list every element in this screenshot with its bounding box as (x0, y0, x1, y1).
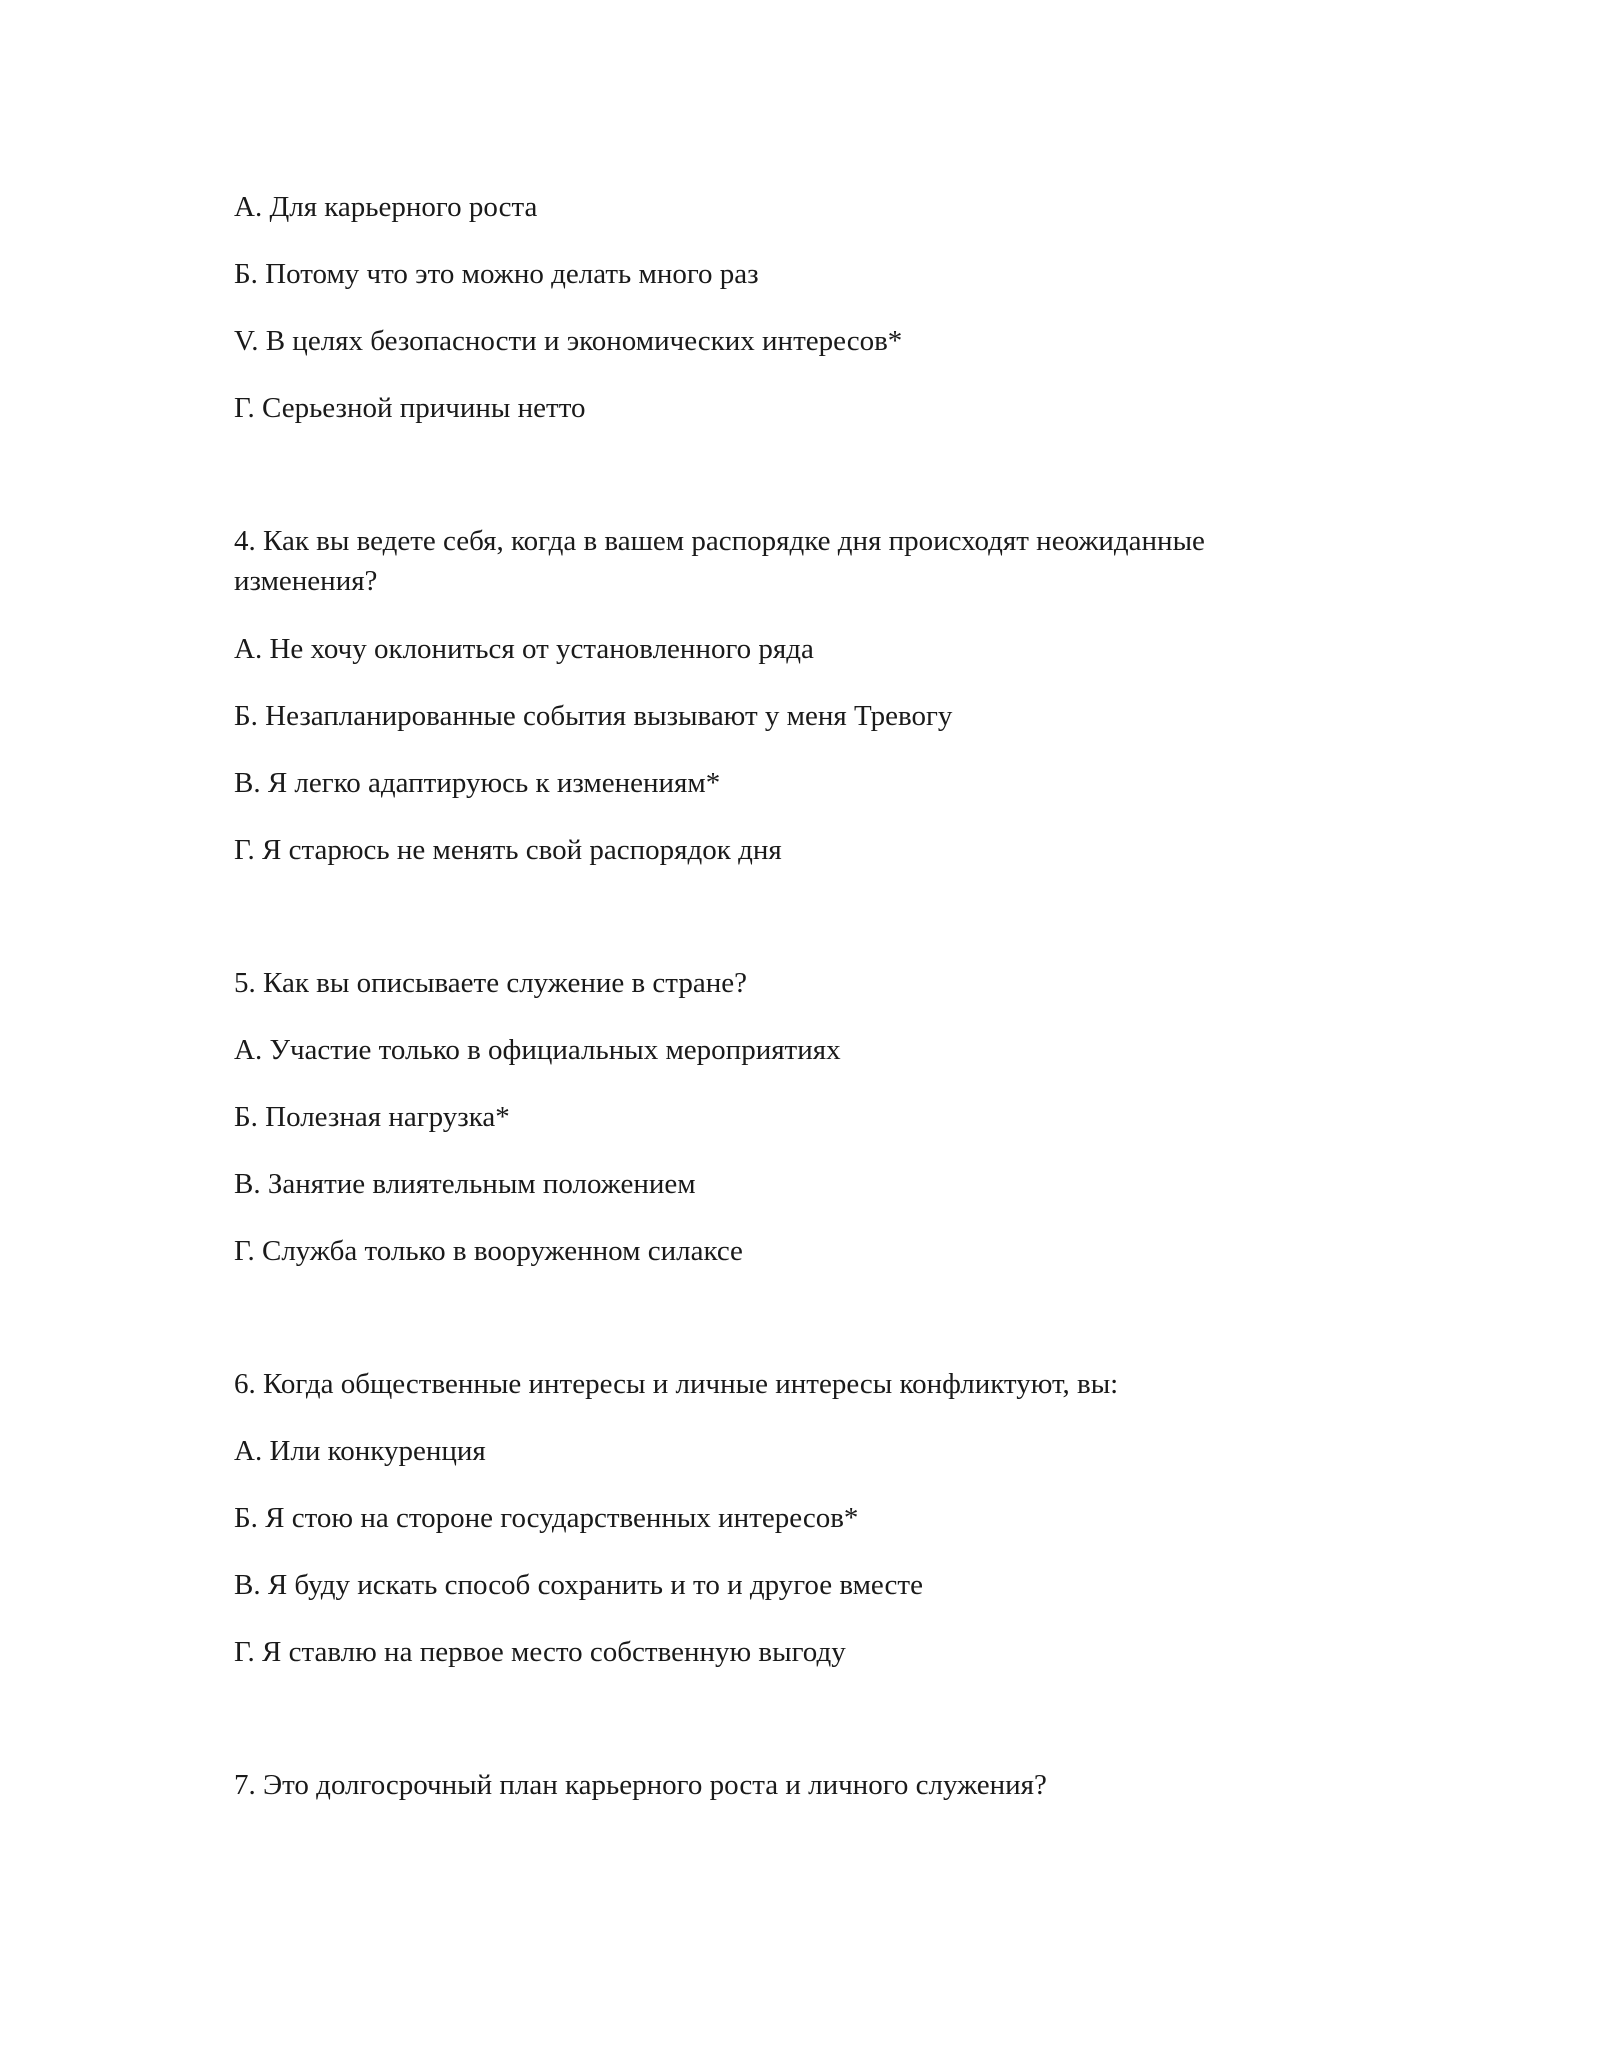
question-6-option-b: Б. Я стою на стороне государственных интересов* (234, 1502, 859, 1534)
question-5-option-b: Б. Полезная нагрузка* (234, 1101, 510, 1133)
question-4-option-b: Б. Незапланированные события вызывают у меня Тревогу (234, 700, 953, 732)
question-6-option-a: А. Или конкуренция (234, 1435, 486, 1467)
question-4-option-a: А. Не хочу оклониться от установленного ряда (234, 633, 814, 665)
option-g: Г. Серьезной причины нетто (234, 392, 586, 424)
option-v: V. В целях безопасности и экономических интересов* (234, 325, 903, 357)
option-b: Б. Потому что это можно делать много раз (234, 258, 759, 290)
question-6-option-v: В. Я буду искать способ сохранить и то и другое вместе (234, 1569, 923, 1601)
question-5-option-a: А. Участие только в официальных мероприятиях (234, 1034, 841, 1066)
question-7-text: 7. Это долгосрочный план карьерного роста и личного служения? (234, 1769, 1047, 1801)
question-5-option-v: В. Занятие влиятельным положением (234, 1168, 696, 1200)
question-5-text: 5. Как вы описываете служение в стране? (234, 967, 747, 999)
question-6-text: 6. Когда общественные интересы и личные интересы конфликтуют, вы: (234, 1368, 1119, 1400)
question-4-text: 4. Как вы ведете себя, когда в вашем распорядке дня происходят неожиданные изменения? (234, 525, 1205, 597)
question-4-option-g: Г. Я старюсь не менять свой распорядок дня (234, 834, 782, 866)
question-6-option-g: Г. Я ставлю на первое место собственную выгоду (234, 1636, 846, 1668)
option-a: А. Для карьерного роста (234, 191, 538, 223)
question-4-option-v: В. Я легко адаптируюсь к изменениям* (234, 767, 721, 799)
question-5-option-g: Г. Служба только в вооруженном силаксе (234, 1235, 743, 1267)
